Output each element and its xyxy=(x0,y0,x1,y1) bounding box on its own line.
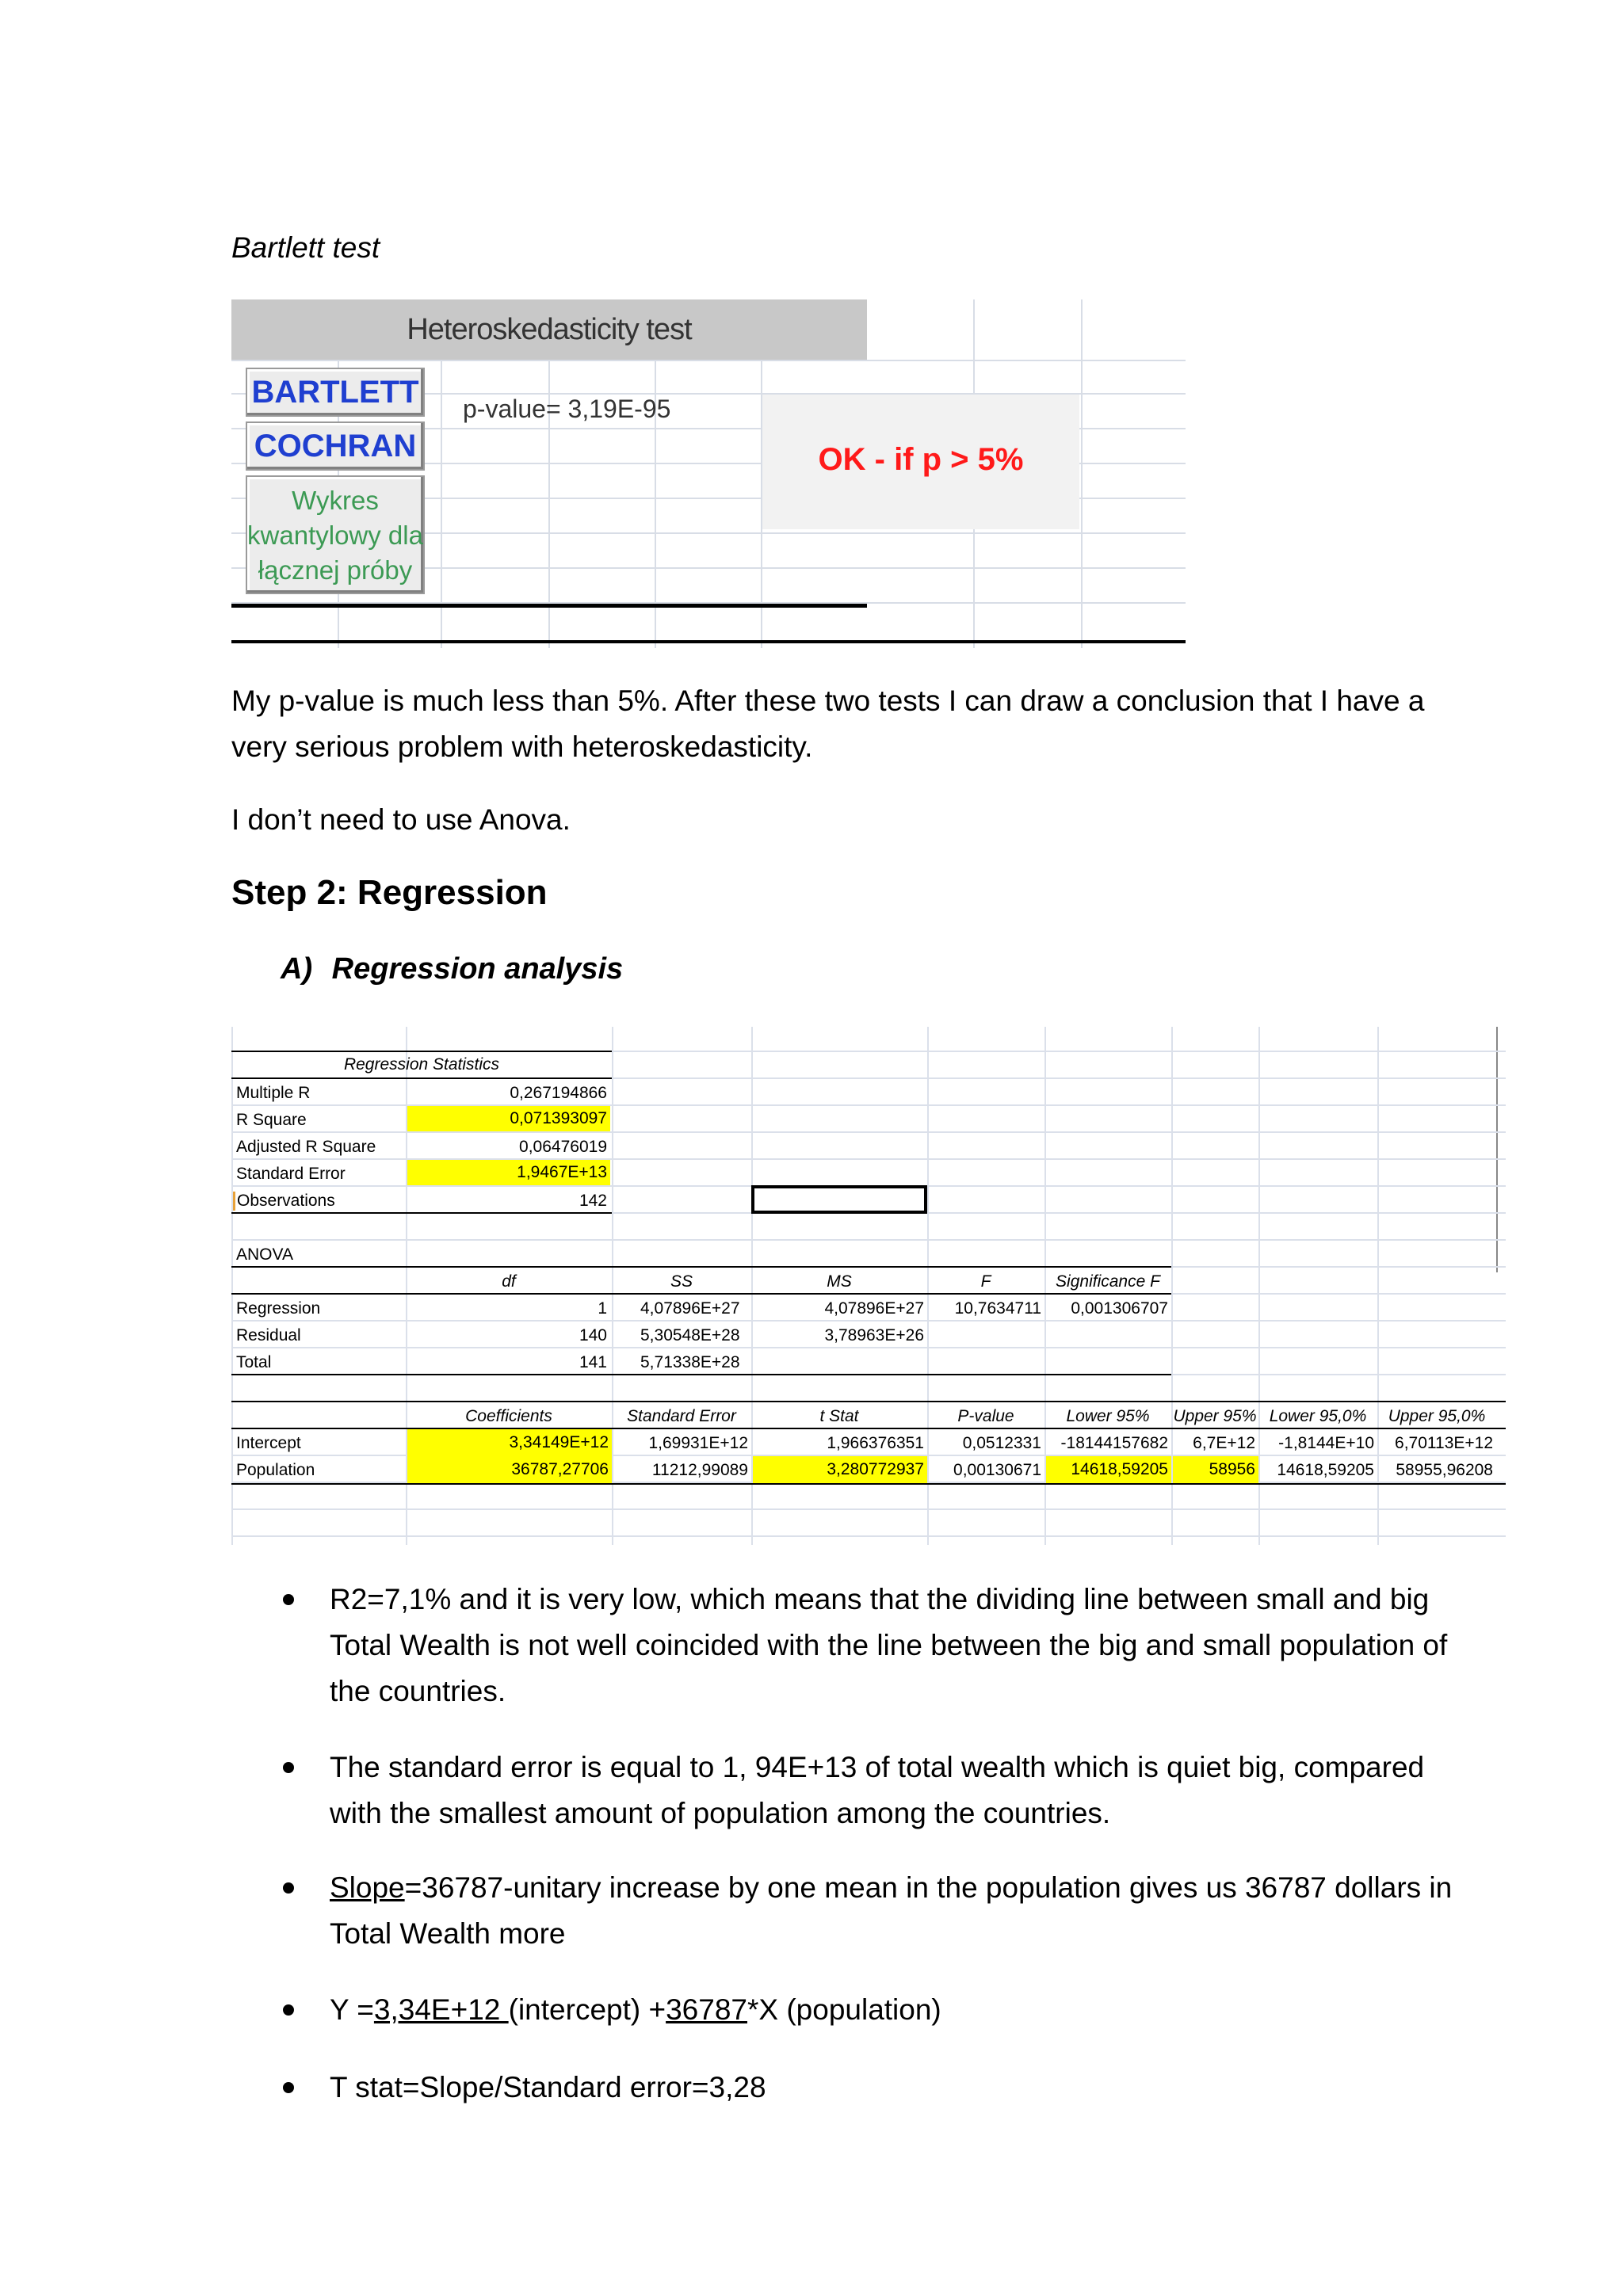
stat-label: Adjusted R Square xyxy=(236,1138,376,1156)
coef-row-label: Intercept xyxy=(236,1434,301,1452)
stat-value: 0,06476019 xyxy=(519,1138,607,1156)
coef-cell: 1,69931E+12 xyxy=(648,1434,748,1452)
ok-condition-text: OK - if p > 5% xyxy=(818,442,1024,477)
eq-part: *X (population) xyxy=(747,1993,941,2026)
cochran-button[interactable]: COCHRAN xyxy=(246,421,425,471)
bullet-dot xyxy=(283,2082,294,2093)
coef-header: Upper 95,0% xyxy=(1388,1407,1486,1425)
pvalue-label: p-value= xyxy=(463,395,561,423)
quantile-plot-button[interactable] xyxy=(246,475,425,594)
quantile-plot-label-3: łącznej próby xyxy=(258,555,413,585)
anova-cell: 5,71338E+28 xyxy=(640,1353,740,1371)
slope-word: Slope xyxy=(330,1871,405,1904)
coef-cell: 0,0512331 xyxy=(962,1434,1041,1452)
paragraph-conclusion-line2: very serious problem with heteroskedasticity. xyxy=(231,730,813,763)
stat-label: R Square xyxy=(236,1111,307,1129)
anova-cell: 5,30548E+28 xyxy=(640,1326,740,1344)
coef-header: Coefficients xyxy=(465,1407,552,1425)
coef-header: Upper 95% xyxy=(1173,1407,1257,1425)
bartlett-button[interactable]: BARTLETT xyxy=(246,368,425,417)
bullet-dot xyxy=(283,1594,294,1605)
anova-row-label: Total xyxy=(236,1353,272,1371)
coef-cell-highlighted: 3,280772937 xyxy=(753,1456,927,1483)
eq-slope-value: 36787 xyxy=(666,1993,747,2026)
coef-header: Standard Error xyxy=(627,1407,736,1425)
stat-value: 142 xyxy=(579,1192,607,1210)
anova-label: ANOVA xyxy=(236,1245,293,1264)
coef-cell: -1,8144E+10 xyxy=(1278,1434,1374,1452)
bullet-dot xyxy=(283,1762,294,1773)
coef-cell: 14618,59205 xyxy=(1277,1461,1374,1479)
coef-header: t Stat xyxy=(819,1407,859,1425)
stat-value-highlighted: 1,9467E+13 xyxy=(407,1160,610,1185)
anova-cell: 4,07896E+27 xyxy=(824,1299,924,1318)
step2-heading: Step 2: Regression xyxy=(231,873,548,912)
anova-cell: 1 xyxy=(598,1299,607,1318)
het-title: Heteroskedasticity test xyxy=(407,313,692,346)
anova-header-f: F xyxy=(980,1272,991,1291)
regression-statistics-header: Regression Statistics xyxy=(343,1055,500,1074)
coef-row-label: Population xyxy=(236,1461,315,1479)
stat-value: 0,267194866 xyxy=(510,1084,607,1102)
stat-value-highlighted: 0,071393097 xyxy=(407,1106,610,1131)
coef-cell: 11212,99089 xyxy=(651,1461,748,1479)
coef-header: Lower 95% xyxy=(1066,1407,1150,1425)
subheading-a-title: Regression analysis xyxy=(331,952,624,986)
paragraph-conclusion-line1: My p-value is much less than 5%. After these two tests I can draw a conclusion that I have a xyxy=(231,685,1425,717)
bartlett-heading: Bartlett test xyxy=(231,231,380,264)
bullet-1-line1: R2=7,1% and it is very low, which means that the dividing line between small and big xyxy=(330,1583,1430,1615)
paragraph-anova: I don’t need to use Anova. xyxy=(231,803,571,836)
coef-header: Lower 95,0% xyxy=(1269,1407,1367,1425)
bullet-5-tstat: T stat=Slope/Standard error=3,28 xyxy=(330,2071,766,2103)
quantile-plot-label-1: Wykres xyxy=(292,486,379,515)
eq-part: Y = xyxy=(330,1993,374,2026)
quantile-plot-label-2: kwantylowy dla xyxy=(247,521,423,550)
coef-cell-highlighted: 3,34149E+12 xyxy=(407,1429,612,1456)
anova-header-ss: SS xyxy=(670,1272,693,1291)
anova-row-label: Residual xyxy=(236,1326,301,1344)
anova-row-label: Regression xyxy=(236,1299,321,1318)
anova-cell: 10,7634711 xyxy=(954,1299,1041,1318)
coef-cell-highlighted: 36787,27706 xyxy=(407,1456,612,1483)
regression-output-panel xyxy=(231,1027,1506,1545)
anova-header-ms: MS xyxy=(827,1272,852,1291)
anova-cell: 3,78963E+26 xyxy=(824,1326,924,1344)
bullet-dot xyxy=(283,1882,294,1894)
anova-cell: 4,07896E+27 xyxy=(640,1299,740,1318)
bullet-1-line3: the countries. xyxy=(330,1675,506,1707)
subheading-a xyxy=(281,952,623,986)
anova-header-df: df xyxy=(502,1272,516,1291)
coef-cell-highlighted: 14618,59205 xyxy=(1046,1456,1171,1483)
bullet-3-line1 xyxy=(330,1865,1452,1911)
bullet-3-line2: Total Wealth more xyxy=(330,1917,566,1950)
coef-cell: 1,966376351 xyxy=(827,1434,924,1452)
eq-intercept-value: 3,34E+12 xyxy=(373,1993,509,2026)
coef-cell: 0,00130671 xyxy=(953,1461,1041,1479)
coef-cell: 6,7E+12 xyxy=(1193,1434,1255,1452)
anova-cell: 141 xyxy=(579,1353,607,1371)
stat-label: Observations xyxy=(233,1192,335,1211)
bullet-2-line1: The standard error is equal to 1, 94E+13 of total wealth which is quiet big, compared xyxy=(330,1751,1425,1783)
coef-cell-highlighted: 58956 xyxy=(1173,1456,1258,1483)
bullet-2-line2: with the smallest amount of population among the countries. xyxy=(330,1797,1111,1829)
bullet-4-equation xyxy=(330,1987,941,2033)
subheading-a-label: A) xyxy=(281,952,313,986)
bullet-1-line2: Total Wealth is not well coincided with the line between the big and small population of xyxy=(330,1629,1448,1661)
coef-cell: 58955,96208 xyxy=(1396,1461,1493,1479)
anova-cell: 0,001306707 xyxy=(1071,1299,1168,1318)
coef-header: P-value xyxy=(957,1407,1014,1425)
coef-cell: 6,70113E+12 xyxy=(1395,1434,1493,1452)
anova-cell: 140 xyxy=(579,1326,607,1344)
heteroskedasticity-panel xyxy=(231,299,1186,648)
bullet-3-rest: =36787-unitary increase by one mean in the population gives us 36787 dollars in xyxy=(404,1871,1453,1904)
coef-cell: -18144157682 xyxy=(1060,1434,1168,1452)
anova-header-significance: Significance F xyxy=(1056,1272,1160,1291)
pvalue-readout xyxy=(463,395,670,424)
bullet-dot xyxy=(283,2004,294,2016)
stat-label: Multiple R xyxy=(236,1084,311,1102)
pvalue-value: 3,19E-95 xyxy=(567,395,671,423)
stat-label: Standard Error xyxy=(236,1165,346,1183)
eq-part: (intercept) + xyxy=(508,1993,666,2026)
active-cell-selection[interactable] xyxy=(751,1185,927,1214)
